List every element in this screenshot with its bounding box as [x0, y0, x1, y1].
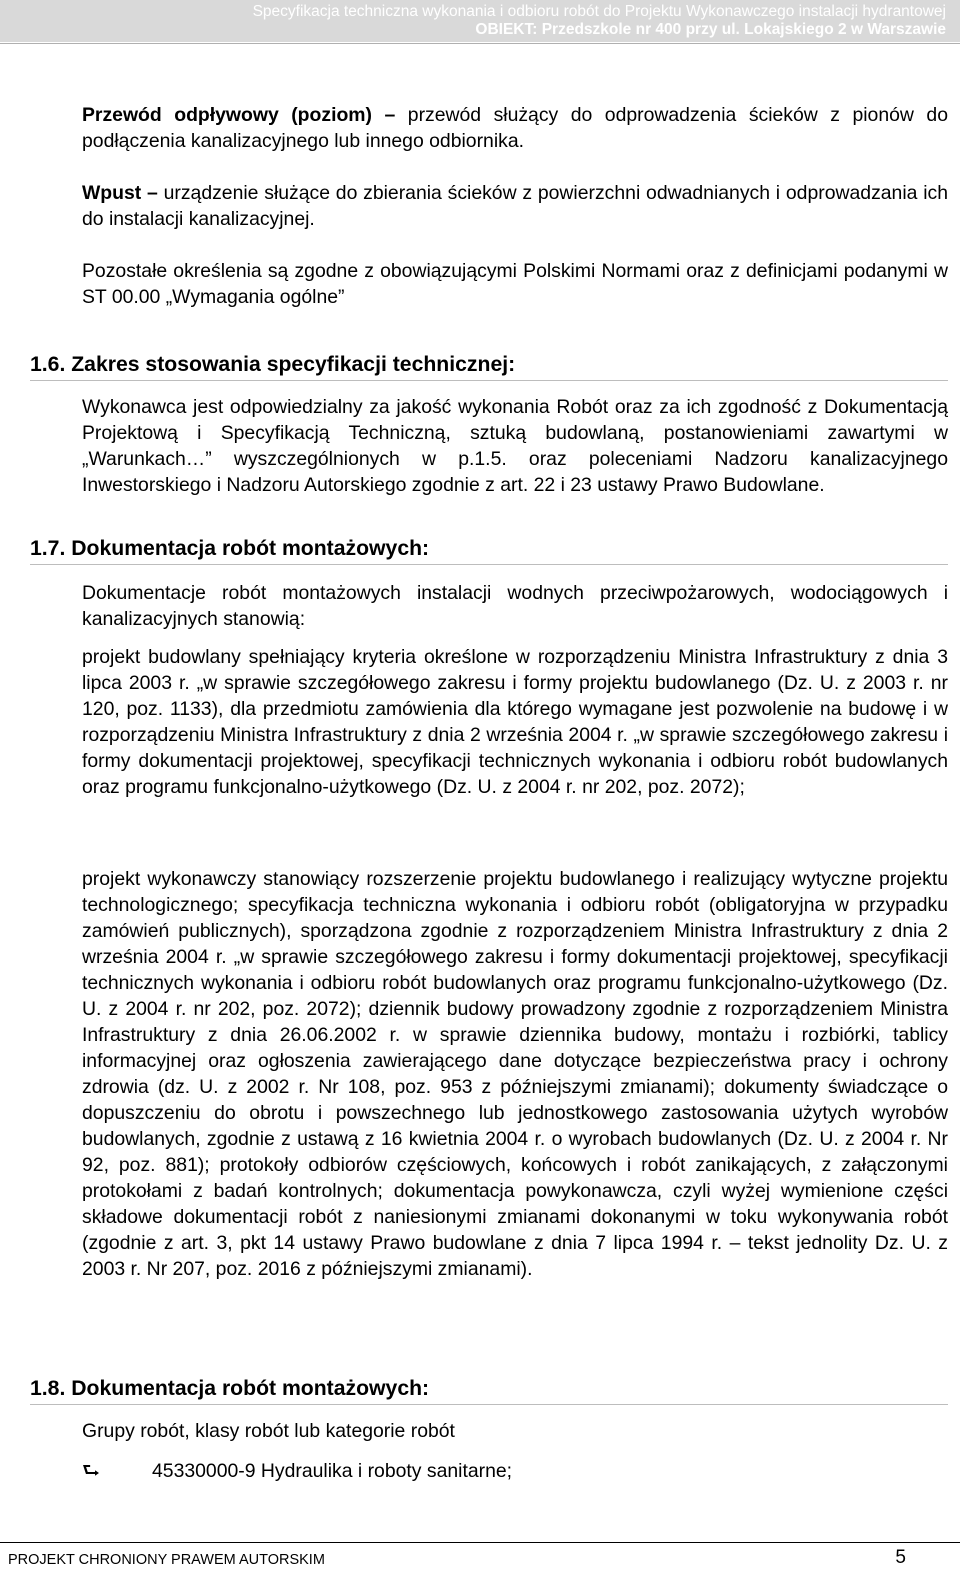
definition-term: Przewód odpływowy (poziom)	[82, 104, 372, 126]
footer-copyright: PROJEKT CHRONIONY PRAWEM AUTORSKIM	[8, 1552, 325, 1568]
page-number: 5	[895, 1547, 906, 1568]
section-heading-1-6: 1.6. Zakres stosowania specyfikacji technicznej:	[30, 352, 948, 381]
section-1-7-intro: Dokumentacje robót montażowych instalacji wodnych przeciwpożarowych, wodociągowych i kanalizacyjnych stanowią:	[82, 582, 948, 630]
definition-wpust	[82, 180, 948, 232]
definition-przewod	[82, 102, 948, 154]
header-divider	[0, 43, 960, 44]
definition-text: urządzenie służące do zbierania ścieków z powierzchni odwadnianych i odprowadzania ich do instalacji kanalizacyjnej.	[82, 182, 948, 230]
arrow-bullet-icon: ⮑	[82, 1460, 100, 1482]
section-heading-1-7: 1.7. Dokumentacja robót montażowych:	[30, 536, 948, 565]
definition-dash: –	[141, 182, 164, 204]
header-title: Specyfikacja techniczna wykonania i odbioru robót do Projektu Wykonawczego instalacji hydrantowej	[252, 3, 946, 20]
definition-text: przewód służący do odprowadzenia ścieków z pionów do podłączenia kanalizacyjnego lub innego odbiornika.	[82, 104, 948, 152]
section-1-7-para2: projekt wykonawczy stanowiący rozszerzenie projektu budowlanego i realizujący wytyczne projektu technologicznego; specyfikacja techniczna wykonania i odbioru robót (obligatoryjna w przypadku zamówień publicznych), sporządzona zgodnie z rozporządzeniem Ministra Infrastruktury z dnia 2 września 2004 r. „w sprawie szczegółowego zakresu i formy dokumentacji projektowej, specyfikacji technicznych wykonania i odbioru robót budowlanych oraz programu funkcjonalno-użytkowego (Dz. U. z 2004 r. nr 202, poz. 2072); dziennik budowy prowadzony zgodnie z rozporządzeniem Ministra Infrastruktury z dnia 26.06.2002 r. w sprawie dziennika budowy, montażu i rozbiórki, tablicy informacyjnej oraz ogłoszenia zawierającego dane dotyczące bezpieczeństwa pracy i ochrony zdrowia (dz. U. z 2002 r. Nr 108, poz. 953 z późniejszymi zmianami); dokumenty świadczące o dopuszczeniu do obrotu i powszechnego lub jednostkowego zastosowania użytych wyrobów budowlanych, zgodnie z ustawą z 16 kwietnia 2004 r. o wyrobach budowlanych (Dz. U. z 2004 r. Nr 92, poz. 881); protokoły odbiorów częściowych, końcowych i robót zanikających, z załączonymi protokołami z badań kontrolnych; dokumentacja powykonawcza, czyli wyżej wymienione części składowe dokumentacji robót z naniesionymi zmianami dokonanymi w toku wykonywania robót (zgodnie z art. 3, pkt 14 ustawy Prawo budowlane z dnia 7 lipca 1994 r. – tekst jednolity Dz. U. z 2003 r. Nr 207, poz. 2016 z późniejszymi zmianami).	[82, 868, 948, 1280]
list-item-text: 45330000-9 Hydraulika i roboty sanitarne;	[152, 1460, 513, 1482]
list-item	[82, 1458, 512, 1484]
footer-divider	[0, 1542, 960, 1543]
definition-term: Wpust	[82, 182, 142, 204]
page-header	[0, 0, 960, 42]
definition-dash: –	[372, 104, 408, 126]
pozostale-paragraph: Pozostałe określenia są zgodne z obowiązującymi Polskimi Normami oraz z definicjami podanymi w ST 00.00 „Wymagania ogólne”	[82, 260, 948, 308]
section-heading-1-8: 1.8. Dokumentacja robót montażowych:	[30, 1376, 948, 1405]
section-1-8-intro: Grupy robót, klasy robót lub kategorie robót	[82, 1420, 455, 1442]
section-1-6-body: Wykonawca jest odpowiedzialny za jakość wykonania Robót oraz za ich zgodność z Dokumentacją Projektową i Specyfikacją Techniczną, sztuką budowlaną, postanowieniami zawartymi w „Warunkach…” wyszczególnionych w p.1.5. oraz poleceniami Nadzoru kanalizacyjnego Inwestorskiego i Nadzoru Autorskiego zgodnie z art. 22 i 23 ustawy Prawo Budowlane.	[82, 396, 948, 496]
section-1-7-para1: projekt budowlany spełniający kryteria określone w rozporządzeniu Ministra Infrastruktury z dnia 3 lipca 2003 r. „w sprawie szczegółowego zakresu i formy projektu budowlanego (Dz. U. z 2003 r. nr 120, poz. 1133), dla przedmiotu zamówienia dla którego wymagane jest pozwolenie na budowę i w rozporządzeniu Ministra Infrastruktury z dnia 2 września 2004 r. „w sprawie szczegółowego zakresu i formy dokumentacji projektowej, specyfikacji technicznych wykonania i odbioru robót budowlanych oraz programu funkcjonalno-użytkowego (Dz. U. z 2004 r. nr 202, poz. 2072);	[82, 646, 948, 798]
header-object: OBIEKT: Przedszkole nr 400 przy ul. Lokajskiego 2 w Warszawie	[475, 21, 946, 38]
